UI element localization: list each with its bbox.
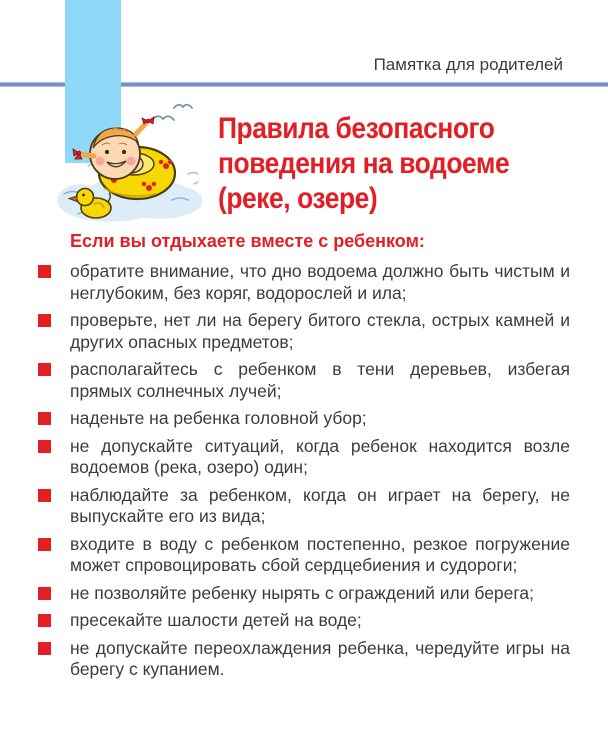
bullet-square-icon xyxy=(38,642,51,655)
page-title xyxy=(218,111,509,216)
list-item-text: обратите внимание, что дно водоема должно быть чистым и неглубоким, без коряг, водорослей и ила; xyxy=(70,261,570,303)
bullet-square-icon xyxy=(38,314,51,327)
list-item xyxy=(38,485,570,528)
safety-rules-list xyxy=(38,261,570,687)
list-item xyxy=(38,436,570,479)
list-item xyxy=(38,638,570,681)
bullet-square-icon xyxy=(38,265,51,278)
section-subtitle: Если вы отдыхаете вместе с ребенком: xyxy=(70,231,425,251)
page-header-label: Памятка для родителей xyxy=(373,55,563,74)
bullet-square-icon xyxy=(38,538,51,551)
list-item-text: располагайтесь с ребенком в тени деревьев, избегая прямых солнечных лучей; xyxy=(70,359,570,401)
page-title-line-2: поведения на водоеме xyxy=(218,147,510,180)
page-title-line-1: Правила безопасного xyxy=(218,112,495,145)
bullet-square-icon xyxy=(38,489,51,502)
seagulls-icon xyxy=(152,105,192,120)
list-item xyxy=(38,310,570,353)
list-item-text: не допускайте ситуаций, когда ребенок находится возле водоемов (река, озеро) один; xyxy=(70,435,570,477)
list-item xyxy=(38,408,570,430)
list-item xyxy=(38,610,570,632)
list-item xyxy=(38,359,570,402)
bullet-square-icon xyxy=(38,587,51,600)
bullet-square-icon xyxy=(38,614,51,627)
bullet-square-icon xyxy=(38,440,51,453)
list-item xyxy=(38,261,570,304)
baby-swimmer-illustration xyxy=(48,96,223,231)
page-title-line-3: (реке, озере) xyxy=(218,182,378,215)
list-item xyxy=(38,534,570,577)
list-item-text: наблюдайте за ребенком, когда он играет на берегу, не выпускайте его из вида; xyxy=(70,484,570,526)
baby-swimmer-svg xyxy=(48,96,223,231)
list-item-text: пресекайте шалости детей на воде; xyxy=(70,610,362,630)
list-item-text: входите в воду с ребенком постепенно, резкое погружение может спровоцировать сбой сердцебиения и судороги; xyxy=(70,533,570,575)
bullet-square-icon xyxy=(38,412,51,425)
list-item-text: наденьте на ребенка головной убор; xyxy=(70,408,367,428)
bullet-square-icon xyxy=(38,363,51,376)
list-item-text: не позволяйте ребенку нырять с ограждений или берега; xyxy=(70,582,534,603)
list-item-text: проверьте, нет ли на берегу битого стекла, острых камней и других опасных предметов; xyxy=(70,310,570,352)
list-item xyxy=(38,583,570,605)
list-item-text: не допускайте переохлаждения ребенка, чередуйте игры на берегу с купанием. xyxy=(70,637,570,679)
